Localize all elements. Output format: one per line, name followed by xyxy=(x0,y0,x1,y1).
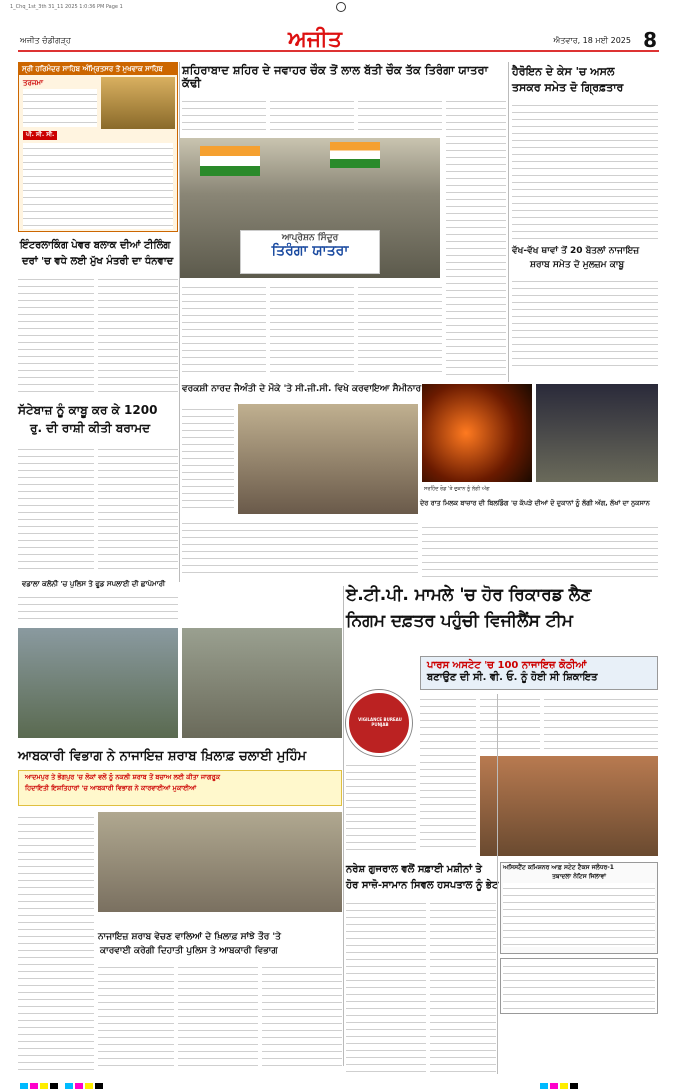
vigilance-badge-text: VIGILANCE BUREAU PUNJAB xyxy=(358,717,402,727)
excise-meeting-photo xyxy=(98,812,342,912)
excise-bullet-2: ਹਿਦਾਇਤੀ ਇਸ਼ਤਿਹਾਰਾਂ 'ਚ ਆਬਕਾਰੀ ਵਿਭਾਗ ਨੇ ਕਾਰਵਾਈਆਂ ਮੁਕਾਈਆਂ xyxy=(25,784,197,793)
paras-box xyxy=(420,656,658,690)
fire-headline: ਦੇਰ ਰਾਤ ਮਿਲਕ ਬਾਜ਼ਾਰ ਦੀ ਬਿਲਡਿੰਗ 'ਚ ਕੱਪੜੇ ਦੀਆਂ ਦੋ ਦੁਕਾਨਾਂ ਨੂੰ ਲੱਗੀ ਅੱਗ, ਲੱਖਾਂ ਦਾ ਨੁਕਸਾਨ xyxy=(420,499,650,507)
satta-body-2 xyxy=(98,444,178,572)
action-headline-2: ਕਾਰਵਾਈ ਕਰੇਗੀ ਦਿਹਾਤੀ ਪੁਲਿਸ ਤੇ ਆਬਕਾਰੀ ਵਿਭਾਗ xyxy=(100,946,278,956)
action-body-2 xyxy=(178,962,258,1072)
tiranga-body-3 xyxy=(358,96,442,134)
tiranga-body-6 xyxy=(358,282,442,378)
tax-body xyxy=(503,883,655,947)
tax-headline-2: ਤਬਾਦਲਾ ਨੋਟਿਸ ਜਿਲਾਵਾਂ xyxy=(552,872,606,880)
masthead xyxy=(18,26,659,52)
satta-headline-2: ਰੁ. ਦੀ ਰਾਸ਼ੀ ਕੀਤੀ ਬਰਾਮਦ xyxy=(30,421,151,435)
action-body-1 xyxy=(98,962,174,1072)
flag-icon-2 xyxy=(330,142,380,168)
mukhwak-title: ਸ੍ਰੀ ਹਰਿਮੰਦਰ ਸਾਹਿਬ ਅੰਮ੍ਰਿਤਸਰ ਤੋਂ ਮੁਖਵਾਕ ਸਾਹਿਬ xyxy=(19,63,177,75)
fire-photo-2 xyxy=(536,384,658,482)
satta-headline-1: ਸੱਟੇਬਾਜ਼ ਨੂੰ ਕਾਬੂ ਕਰ ਕੇ 1200 xyxy=(18,403,158,417)
mukhwak-tag: ਪੀ. ਸੀ. ਸੀ. xyxy=(23,131,57,140)
color-registration-bar-right xyxy=(540,1076,580,1089)
golden-temple-photo xyxy=(101,77,175,129)
paras-headline-1: ਪਾਰਸ ਅਸਟੇਟ 'ਚ 100 ਨਾਜਾਇਜ਼ ਕੋਠੀਆਂ xyxy=(427,660,587,671)
imprint-box xyxy=(500,958,658,1014)
gujral-headline-1: ਨਰੇਸ਼ ਗੁਜਰਾਲ ਵਲੋਂ ਸਫ਼ਾਈ ਮਸ਼ੀਨਾਂ ਤੇ xyxy=(346,864,482,875)
interlock-headline-1: ਇੰਟਰਲਾਕਿੰਗ ਪੇਵਰ ਬਲਾਕ ਦੀਆਂ ਟੀਲਿੰਗ xyxy=(20,240,171,251)
tiranga-body-2 xyxy=(270,96,354,134)
atp-body-4 xyxy=(346,760,416,850)
column-rule xyxy=(343,586,344,1066)
building-photo xyxy=(480,756,658,856)
police-photo xyxy=(18,628,178,738)
register-mark-icon xyxy=(336,2,346,12)
excise-body-1 xyxy=(18,812,94,1072)
gujral-body-1 xyxy=(346,898,426,1072)
column-rule xyxy=(508,62,509,382)
gujral-headline-2: ਹੋਰ ਸਾਜ਼ੋ-ਸਾਮਾਨ ਸਿਵਲ ਹਸਪਤਾਲ ਨੂੰ ਭੇਟ xyxy=(346,880,499,891)
liquor20-headline-1: ਵੱਖ-ਵੱਖ ਥਾਵਾਂ ਤੋਂ 20 ਬੋਤਲਾਂ ਨਾਜਾਇਜ਼ xyxy=(512,246,640,256)
gujral-body-2 xyxy=(430,898,496,1072)
page-number: 8 xyxy=(643,28,657,52)
atp-body-2 xyxy=(480,694,540,754)
wadhoi-body xyxy=(18,592,178,622)
flag-icon xyxy=(200,146,260,176)
tax-headline-1: ਅਸਿਸਟੈਂਟ ਕਮਿਸ਼ਨਰ ਆਫ਼ ਸਟੇਟ ਟੈਕਸ ਜਲੰਧਰ-1 xyxy=(503,864,614,871)
print-info-strip: 1_Chq_1st_3th 31_11 2025 1:0:36 PM Page 1 xyxy=(10,4,123,10)
tiranga-photo xyxy=(180,138,440,278)
mukhwak-sub: ਤਰਜਮਾ xyxy=(23,79,43,87)
heroin-headline-2: ਤਸਕਰ ਸਮੇਤ ਦੋ ਗ੍ਰਿਫ਼ਤਾਰ xyxy=(512,81,624,94)
atp-headline-2: ਨਿਗਮ ਦਫ਼ਤਰ ਪਹੁੰਚੀ ਵਿਜੀਲੈਂਸ ਟੀਮ xyxy=(346,611,573,631)
mukhwak-box xyxy=(18,62,178,232)
excise-bullet-1: ਆਦਮਪੁਰ ਤੇ ਭੋਗਪੁਰ 'ਚ ਲੋਕਾਂ ਵਲੋਂ ਨੂੰ ਨਕਲੀ ਸ਼ਰਾਬ ਤੋਂ ਬਚਾਅ ਲਈ ਕੀਤਾ ਜਾਗਰੂਕ xyxy=(25,773,221,781)
newspaper-logo: ਅਜੀਤ xyxy=(288,26,342,52)
masthead-location: ਅਜੀਤ ਚੰਡੀਗੜ੍ਹ xyxy=(20,36,71,45)
liquor20-body xyxy=(512,276,658,368)
fire-caption: ਸਰਹਿੰਦ ਰੋਡ 'ਤੇ ਦੁਕਾਨ ਨੂੰ ਲੱਗੀ ਅੱਗ xyxy=(424,486,490,492)
atp-headline-1: ਏ.ਟੀ.ਪੀ. ਮਾਮਲੇ 'ਚ ਹੋਰ ਰਿਕਾਰਡ ਲੈਣ xyxy=(346,585,592,605)
excise-headline: ਆਬਕਾਰੀ ਵਿਭਾਗ ਨੇ ਨਾਜਾਇਜ਼ ਸ਼ਰਾਬ ਖ਼ਿਲਾਫ਼ ਚਲਾਈ ਮੁਹਿੰਮ xyxy=(18,749,307,764)
tiranga-body-5 xyxy=(270,282,354,378)
atp-body-1 xyxy=(420,694,476,850)
interlock-body-1 xyxy=(18,274,94,392)
satta-body-1 xyxy=(18,444,94,572)
tax-notice-box xyxy=(500,862,658,954)
column-rule xyxy=(497,694,498,1074)
heroin-headline-1: ਹੈਰੋਇਨ ਦੇ ਕੇਸ 'ਚ ਅਸਲ xyxy=(512,65,615,78)
yatra-banner xyxy=(240,230,380,274)
excise-bullets-box xyxy=(18,770,342,806)
tiranga-body-1 xyxy=(182,96,266,134)
tiranga-headline: ਸ਼ਹਿਰਾਬਾਦ ਸ਼ਹਿਰ ਦੇ ਜਵਾਹਰ ਚੌਕ ਤੋਂ ਲਾਲ ਬੱਤੀ ਚੌਕ ਤੱਕ ਤਿਰੰਗਾ ਯਾਤਰਾ ਕੱਢੀ xyxy=(182,63,488,91)
fire-photo-1 xyxy=(422,384,532,482)
seminar-headline: ਵਰਕਸ਼ੀ ਨਾਰਦ ਜੈਅੰਤੀ ਦੇ ਮੌਕੇ 'ਤੇ ਸੀ.ਜੀ.ਸੀ. ਵਿਖੇ ਕਰਵਾਇਆ ਸੈਮੀਨਾਰ xyxy=(182,384,422,394)
action-body-3 xyxy=(262,962,342,1072)
seminar-body-2 xyxy=(182,518,418,578)
wadhoi-headline: ਵਡਾਲਾ ਕਲੋਨੀ 'ਚ ਪੁਲਿਸ ਤੇ ਫੂਡ ਸਪਲਾਈ ਦੀ ਛਾਪੇਮਾਰੀ xyxy=(22,580,166,588)
vigilance-team-photo xyxy=(182,628,342,738)
fire-body xyxy=(422,522,658,578)
banner-text-1: ਆਪ੍ਰੇਸ਼ਨ ਸਿੰਦੂਰ xyxy=(281,233,339,243)
masthead-date: ਐਤਵਾਰ, 18 ਮਈ 2025 xyxy=(553,36,631,45)
vigilance-badge-icon xyxy=(346,690,412,756)
seminar-body-1 xyxy=(182,404,234,514)
paras-headline-2: ਬਣਾਉਣ ਦੀ ਸੀ. ਵੀ. ਓ. ਨੂੰ ਹੋਈ ਸੀ ਸ਼ਿਕਾਇਤ xyxy=(427,671,598,683)
mukhwak-text xyxy=(23,89,97,127)
liquor20-headline-2: ਸ਼ਰਾਬ ਸਮੇਤ ਦੋ ਮੁਲਜ਼ਮ ਕਾਬੂ xyxy=(530,260,625,270)
tiranga-body-7 xyxy=(446,96,506,378)
interlock-body-2 xyxy=(98,274,178,392)
color-registration-bar xyxy=(20,1076,105,1089)
seminar-photo xyxy=(238,404,418,514)
imprint-text xyxy=(503,961,655,1011)
banner-text-2: ਤਿਰੰਗਾ ਯਾਤਰਾ xyxy=(271,243,349,260)
heroin-body xyxy=(512,100,658,240)
column-rule xyxy=(179,62,180,582)
action-headline-1: ਨਾਜਾਇਜ਼ ਸ਼ਰਾਬ ਵੇਚਣ ਵਾਲਿਆਂ ਦੇ ਖ਼ਿਲਾਫ਼ ਸਾਂਝੇ ਤੌਰ 'ਤੇ xyxy=(98,932,281,942)
interlock-headline-2: ਦਰਾਂ 'ਚ ਵਧੇ ਲਈ ਮੁੱਖ ਮੰਤਰੀ ਦਾ ਧੰਨਵਾਦ xyxy=(22,256,174,267)
atp-body-3 xyxy=(544,694,658,754)
mukhwak-text-2 xyxy=(23,143,173,229)
tiranga-body-4 xyxy=(182,282,266,378)
